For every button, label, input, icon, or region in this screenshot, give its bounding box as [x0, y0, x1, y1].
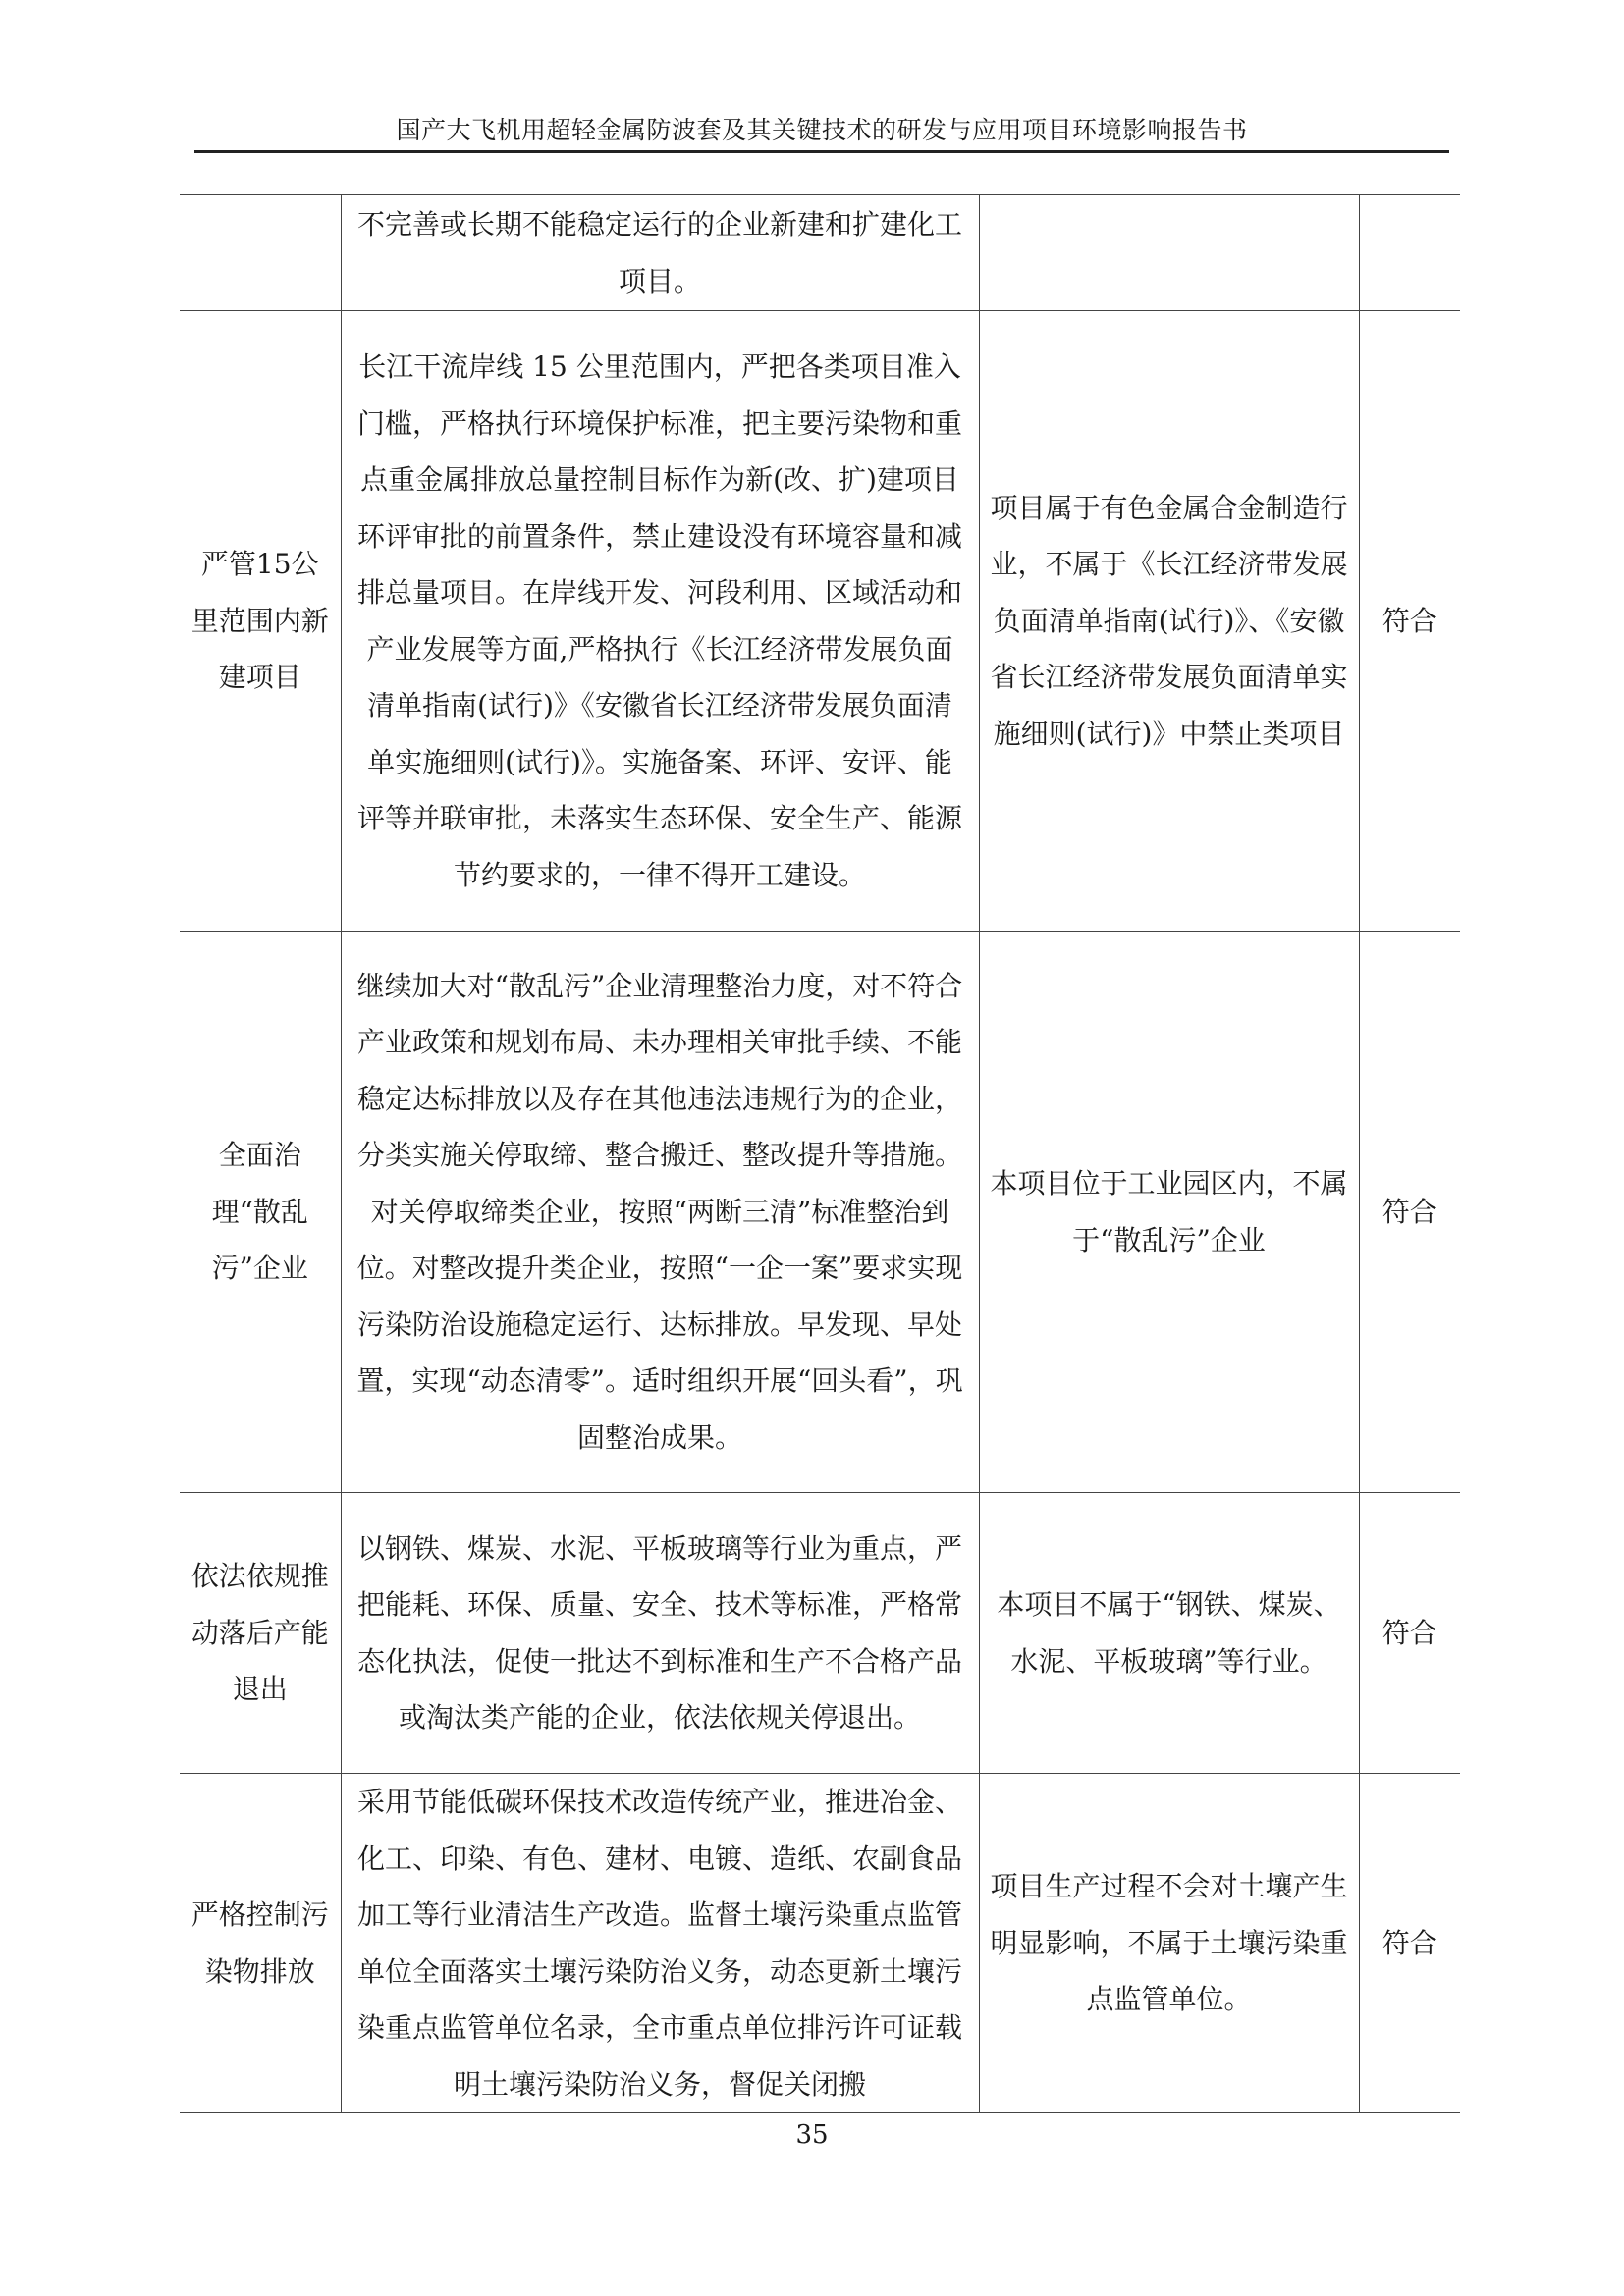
table-row: [180, 1493, 1460, 1774]
table-row: [180, 932, 1460, 1493]
topic-cell: 依法依规推动落后产能退出: [180, 1493, 341, 1774]
analysis-cell: 项目生产过程不会对土壤产生明显影响，不属于土壤污染重点监管单位。: [979, 1774, 1359, 2113]
requirement-cell: 不完善或长期不能稳定运行的企业新建和扩建化工项目。: [341, 195, 979, 311]
compliance-table: [180, 194, 1460, 2113]
header-divider: [194, 150, 1449, 153]
requirement-cell: 继续加大对“散乱污”企业清理整治力度，对不符合产业政策和规划布局、未办理相关审批手续、不能稳定达标排放以及存在其他违法违规行为的企业，分类实施关停取缔、整合搬迁、整改提升等措施。对关停取缔类企业，按照“两断三清”标准整治到位。对整改提升类企业，按照“一企一案”要求实现污染防治设施稳定运行、达标排放。早发现、早处置，实现“动态清零”。适时组织开展“回头看”，巩固整治成果。: [341, 932, 979, 1493]
topic-cell: 严管15公里范围内新建项目: [180, 311, 341, 932]
table-row: [180, 1774, 1460, 2113]
requirement-cell: 采用节能低碳环保技术改造传统产业，推进冶金、化工、印染、有色、建材、电镀、造纸、农副食品加工等行业清洁生产改造。监督土壤污染重点监管单位全面落实土壤污染防治义务，动态更新土壤污染重点监管单位名录，全市重点单位排污许可证载明土壤污染防治义务，督促关闭搬: [341, 1774, 979, 2113]
analysis-cell: 项目属于有色金属合金制造行业，不属于《长江经济带发展负面清单指南(试行)》、《安徽省长江经济带发展负面清单实施细则(试行)》中禁止类项目: [979, 311, 1359, 932]
analysis-cell: 本项目位于工业园区内，不属于“散乱污”企业: [979, 932, 1359, 1493]
table-row: [180, 195, 1460, 311]
table-row: [180, 311, 1460, 932]
requirement-cell: 长江干流岸线 15 公里范围内，严把各类项目准入门槛，严格执行环境保护标准，把主要污染物和重点重金属排放总量控制目标作为新(改、扩)建项目环评审批的前置条件，禁止建设没有环境容量和减排总量项目。在岸线开发、河段利用、区域活动和产业发展等方面,严格执行《长江经济带发展负面清单指南(试行)》《安徽省长江经济带发展负面清单实施细则(试行)》。实施备案、环评、安评、能评等并联审批，未落实生态环保、安全生产、能源节约要求的，一律不得开工建设。: [341, 311, 979, 932]
requirement-cell: 以钢铁、煤炭、水泥、平板玻璃等行业为重点，严把能耗、环保、质量、安全、技术等标准，严格常态化执法，促使一批达不到标准和生产不合格产品或淘汰类产能的企业，依法依规关停退出。: [341, 1493, 979, 1774]
analysis-cell: 本项目不属于“钢铁、煤炭、水泥、平板玻璃”等行业。: [979, 1493, 1359, 1774]
result-cell: [1359, 195, 1460, 311]
topic-cell: [180, 195, 341, 311]
topic-cell: 全面治理“散乱污”企业: [180, 932, 341, 1493]
page-header-title: 国产大飞机用超轻金属防波套及其关键技术的研发与应用项目环境影响报告书: [396, 116, 1248, 144]
result-cell: 符合: [1359, 1493, 1460, 1774]
page-number: 35: [795, 2120, 829, 2150]
result-cell: 符合: [1359, 1774, 1460, 2113]
result-cell: 符合: [1359, 932, 1460, 1493]
result-cell: 符合: [1359, 311, 1460, 932]
analysis-cell: [979, 195, 1359, 311]
topic-cell: 严格控制污染物排放: [180, 1774, 341, 2113]
